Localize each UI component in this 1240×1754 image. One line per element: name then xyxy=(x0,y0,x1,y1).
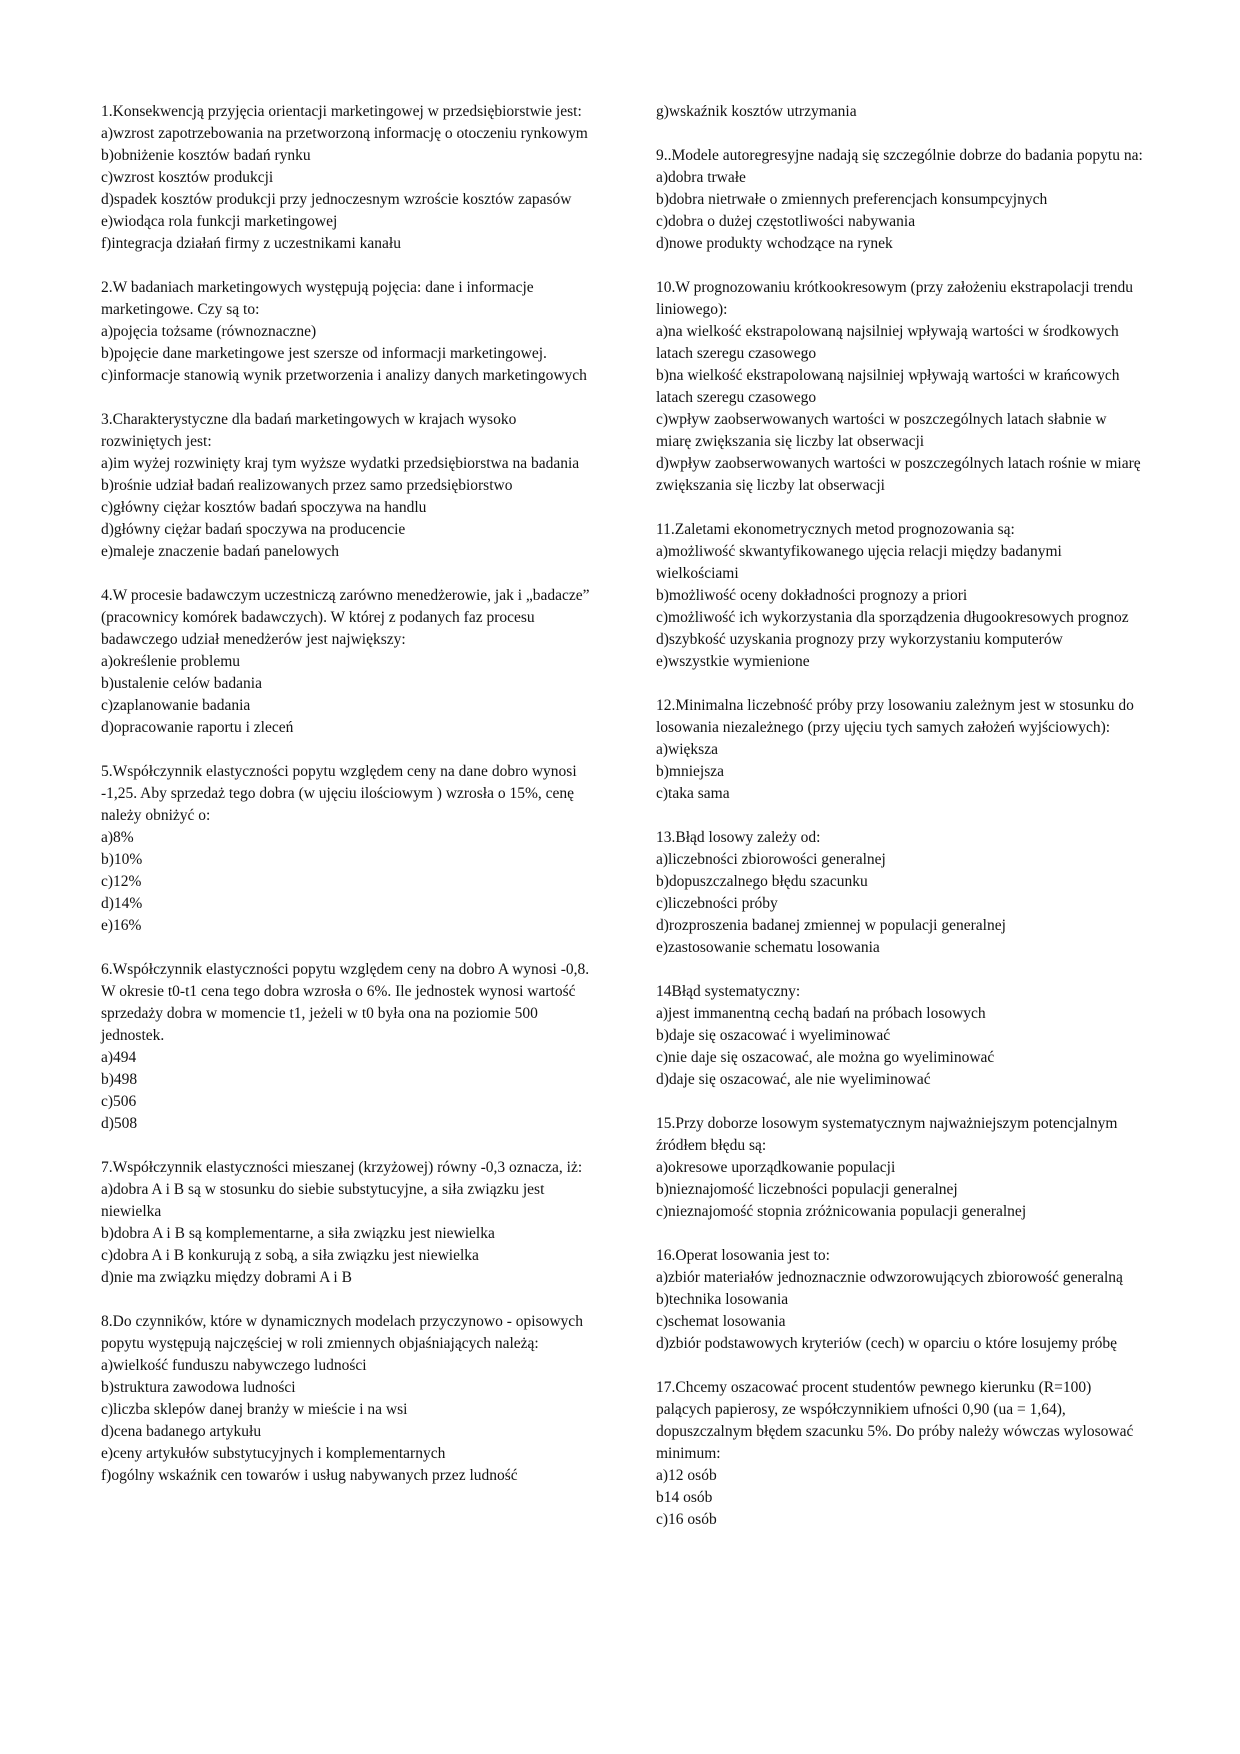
question-block xyxy=(101,1311,591,1487)
question-block xyxy=(656,1377,1144,1531)
question-block xyxy=(101,1157,591,1289)
answer-option: d)opracowanie raportu i zleceń xyxy=(101,719,294,736)
answer-option: b)pojęcie dane marketingowe jest szersze od informacji marketingowej. xyxy=(101,345,547,362)
question-block xyxy=(101,959,591,1135)
answer-option: b14 osób xyxy=(656,1489,713,1506)
left-column xyxy=(101,101,591,1487)
question-block xyxy=(656,1113,1144,1223)
answer-option: a)12 osób xyxy=(656,1467,717,1484)
answer-option: c)506 xyxy=(101,1093,137,1110)
answer-option: e)maleje znaczenie badań panelowych xyxy=(101,543,339,560)
answer-option: b)technika losowania xyxy=(656,1291,789,1308)
answer-option: c)nie daje się oszacować, ale można go wyeliminować xyxy=(656,1049,995,1066)
answer-option: d)cena badanego artykułu xyxy=(101,1423,262,1440)
answer-option: b)rośnie udział badań realizowanych przez samo przedsiębiorstwo xyxy=(101,477,513,494)
answer-option: d)szybkość uzyskania prognozy przy wykorzystaniu komputerów xyxy=(656,631,1063,648)
answer-option: d)spadek kosztów produkcji przy jednoczesnym wzroście kosztów zapasów xyxy=(101,191,572,208)
answer-option: b)498 xyxy=(101,1071,138,1088)
answer-option: a)pojęcia tożsame (równoznaczne) xyxy=(101,323,317,340)
answer-option: b)nieznajomość liczebności populacji generalnej xyxy=(656,1181,958,1198)
answer-option: d)508 xyxy=(101,1115,138,1132)
question-block xyxy=(101,409,591,563)
question-block xyxy=(656,1245,1144,1355)
question-text: 6.Współczynnik elastyczności popytu względem ceny na dobro A wynosi -0,8. W okresie t0-t1 cena tego dobra wzrosła o 6%. Ile jednostek wynosi wartość sprzedaży dobra w momencie t1, jeżeli w t0 była ona na poziomie 500 jednostek. xyxy=(101,961,590,1044)
answer-option: a)dobra A i B są w stosunku do siebie substytucyjne, a siła związku jest niewielka xyxy=(101,1181,545,1220)
question-block xyxy=(656,519,1144,673)
answer-option: a)8% xyxy=(101,829,134,846)
question-text: 12.Minimalna liczebność próby przy losowaniu zależnym jest w stosunku do losowania niezależnego (przy ujęciu tych samych założeń wyjściowych): xyxy=(656,697,1134,736)
question-block xyxy=(656,101,1144,123)
question-text: 14Błąd systematyczny: xyxy=(656,983,801,1000)
answer-option: d)nowe produkty wchodzące na rynek xyxy=(656,235,893,252)
answer-option: a)wielkość funduszu nabywczego ludności xyxy=(101,1357,367,1374)
answer-option: d)rozproszenia badanej zmiennej w populacji generalnej xyxy=(656,917,1006,934)
answer-option: c)schemat losowania xyxy=(656,1313,786,1330)
right-column xyxy=(656,101,1144,1531)
answer-option: c)wpływ zaobserwowanych wartości w poszczególnych latach słabnie w miarę zwiększania się liczby lat obserwacji xyxy=(656,411,1107,450)
answer-option: d)daje się oszacować, ale nie wyeliminować xyxy=(656,1071,931,1088)
answer-option: c)dobra A i B konkurują z sobą, a siła związku jest niewielka xyxy=(101,1247,479,1264)
answer-option: d)zbiór podstawowych kryteriów (cech) w oparciu o które losujemy próbę xyxy=(656,1335,1117,1352)
answer-option: a)okresowe uporządkowanie populacji xyxy=(656,1159,896,1176)
answer-option: a)na wielkość ekstrapolowaną najsilniej wpływają wartości w środkowych latach szeregu czasowego xyxy=(656,323,1119,362)
answer-option: a)dobra trwałe xyxy=(656,169,746,186)
question-text: 2.W badaniach marketingowych występują pojęcia: dane i informacje marketingowe. Czy są to: xyxy=(101,279,534,318)
answer-option: b)mniejsza xyxy=(656,763,725,780)
question-text: 3.Charakterystyczne dla badań marketingowych w krajach wysoko rozwiniętych jest: xyxy=(101,411,517,450)
question-text: 15.Przy doborze losowym systematycznym najważniejszym potencjalnym źródłem błędu są: xyxy=(656,1115,1118,1154)
question-text: 5.Współczynnik elastyczności popytu względem ceny na dane dobro wynosi -1,25. Aby sprzedaż tego dobra (w ujęciu ilościowym ) wzrosła o 15%, cenę należy obniżyć o: xyxy=(101,763,577,824)
answer-option: c)wzrost kosztów produkcji xyxy=(101,169,274,186)
answer-option: a)większa xyxy=(656,741,718,758)
question-block xyxy=(101,761,591,937)
question-block xyxy=(101,101,591,255)
answer-option: a)liczebności zbiorowości generalnej xyxy=(656,851,886,868)
answer-option: b)ustalenie celów badania xyxy=(101,675,262,692)
question-block xyxy=(101,277,591,387)
question-block xyxy=(101,585,591,739)
answer-option: e)ceny artykułów substytucyjnych i komplementarnych xyxy=(101,1445,446,1462)
answer-option: b)daje się oszacować i wyeliminować xyxy=(656,1027,891,1044)
question-block xyxy=(656,145,1144,255)
question-block xyxy=(656,695,1144,805)
answer-option: b)możliwość oceny dokładności prognozy a priori xyxy=(656,587,968,604)
answer-option: b)na wielkość ekstrapolowaną najsilniej wpływają wartości w krańcowych latach szeregu czasowego xyxy=(656,367,1120,406)
answer-option: d)główny ciężar badań spoczywa na producencie xyxy=(101,521,406,538)
answer-option: b)dobra nietrwałe o zmiennych preferencjach konsumpcyjnych xyxy=(656,191,1048,208)
question-text: 11.Zaletami ekonometrycznych metod prognozowania są: xyxy=(656,521,1015,538)
answer-option: b)dobra A i B są komplementarne, a siła związku jest niewielka xyxy=(101,1225,495,1242)
answer-option: c)16 osób xyxy=(656,1511,717,1528)
answer-option: a)im wyżej rozwinięty kraj tym wyższe wydatki przedsiębiorstwa na badania xyxy=(101,455,580,472)
answer-option: b)10% xyxy=(101,851,143,868)
answer-option: d)14% xyxy=(101,895,143,912)
answer-option: g)wskaźnik kosztów utrzymania xyxy=(656,103,857,120)
answer-option: e)wiodąca rola funkcji marketingowej xyxy=(101,213,338,230)
question-block xyxy=(656,981,1144,1091)
answer-option: c)główny ciężar kosztów badań spoczywa na handlu xyxy=(101,499,427,516)
answer-option: c)12% xyxy=(101,873,142,890)
answer-option: c)zaplanowanie badania xyxy=(101,697,251,714)
answer-option: e)16% xyxy=(101,917,142,934)
question-text: 10.W prognozowaniu krótkookresowym (przy założeniu ekstrapolacji trendu liniowego): xyxy=(656,279,1134,318)
answer-option: a)jest immanentną cechą badań na próbach losowych xyxy=(656,1005,986,1022)
question-text: 17.Chcemy oszacować procent studentów pewnego kierunku (R=100) palących papierosy, ze współczynnikiem ufności 0,90 (ua = 1,64), dopuszczalnym błędem szacunku 5%. Do próby należy wówczas wylosować minimum: xyxy=(656,1379,1134,1462)
answer-option: a)możliwość skwantyfikowanego ujęcia relacji między badanymi wielkościami xyxy=(656,543,1062,582)
answer-option: c)dobra o dużej częstotliwości nabywania xyxy=(656,213,916,230)
question-text: 9..Modele autoregresyjne nadają się szczególnie dobrze do badania popytu na: xyxy=(656,147,1143,164)
question-text: 8.Do czynników, które w dynamicznych modelach przyczynowo - opisowych popytu występują najczęściej w roli zmiennych objaśniających należą: xyxy=(101,1313,583,1352)
answer-option: e)zastosowanie schematu losowania xyxy=(656,939,880,956)
answer-option: a)określenie problemu xyxy=(101,653,241,670)
answer-option: b)obniżenie kosztów badań rynku xyxy=(101,147,311,164)
question-text: 13.Błąd losowy zależy od: xyxy=(656,829,821,846)
question-text: 16.Operat losowania jest to: xyxy=(656,1247,830,1264)
answer-option: a)zbiór materiałów jednoznacznie odwzorowujących zbiorowość generalną xyxy=(656,1269,1123,1286)
answer-option: c)nieznajomość stopnia zróżnicowania populacji generalnej xyxy=(656,1203,1027,1220)
answer-option: c)informacje stanowią wynik przetworzenia i analizy danych marketingowych xyxy=(101,367,587,384)
answer-option: f)integracja działań firmy z uczestnikami kanału xyxy=(101,235,401,252)
answer-option: c)liczba sklepów danej branży w mieście i na wsi xyxy=(101,1401,408,1418)
answer-option: b)struktura zawodowa ludności xyxy=(101,1379,296,1396)
answer-option: d)nie ma związku między dobrami A i B xyxy=(101,1269,352,1286)
question-text: 4.W procesie badawczym uczestniczą zarówno menedżerowie, jak i „badacze” (pracownicy komórek badawczych). W której z podanych faz procesu badawczego udział menedżerów jest największy: xyxy=(101,587,590,648)
question-text: 7.Współczynnik elastyczności mieszanej (krzyżowej) równy -0,3 oznacza, iż: xyxy=(101,1159,583,1176)
answer-option: f)ogólny wskaźnik cen towarów i usług nabywanych przez ludność xyxy=(101,1467,518,1484)
answer-option: a)494 xyxy=(101,1049,137,1066)
question-text: 1.Konsekwencją przyjęcia orientacji marketingowej w przedsiębiorstwie jest: xyxy=(101,103,582,120)
answer-option: c)możliwość ich wykorzystania dla sporządzenia długookresowych prognoz xyxy=(656,609,1129,626)
question-block xyxy=(656,827,1144,959)
answer-option: a)wzrost zapotrzebowania na przetworzoną informację o otoczeniu rynkowym xyxy=(101,125,588,142)
answer-option: c)taka sama xyxy=(656,785,730,802)
question-block xyxy=(656,277,1144,497)
answer-option: b)dopuszczalnego błędu szacunku xyxy=(656,873,868,890)
answer-option: d)wpływ zaobserwowanych wartości w poszczególnych latach rośnie w miarę zwiększania się liczby lat obserwacji xyxy=(656,455,1141,494)
answer-option: c)liczebności próby xyxy=(656,895,778,912)
answer-option: e)wszystkie wymienione xyxy=(656,653,810,670)
